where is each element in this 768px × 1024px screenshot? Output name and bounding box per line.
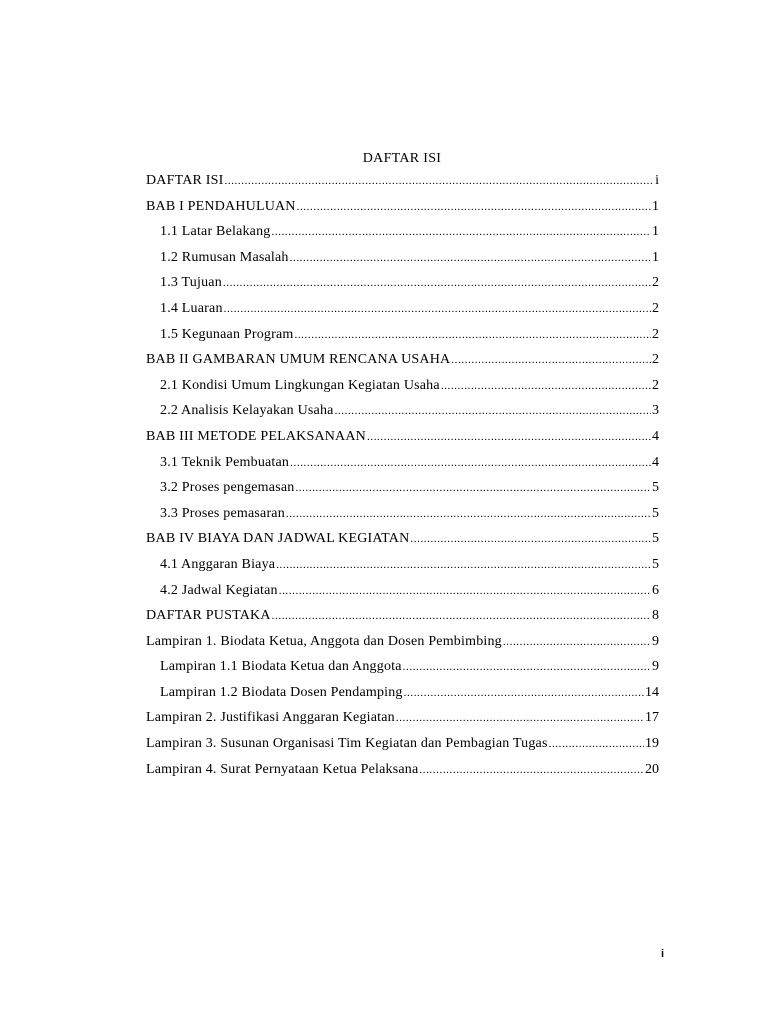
toc-entry-label: Lampiran 1.1 Biodata Ketua dan Anggota	[160, 659, 402, 675]
toc-entry[interactable]	[160, 245, 659, 271]
toc-entry-label: 1.5 Kegunaan Program	[160, 326, 294, 342]
table-of-contents	[0, 168, 768, 782]
toc-entry-page: 5	[652, 480, 659, 496]
dot-leader	[272, 604, 651, 630]
toc-entry[interactable]	[160, 450, 659, 476]
dot-leader	[290, 246, 651, 272]
toc-entry-label: 2.2 Analisis Kelayakan Usaha	[160, 403, 334, 419]
toc-entry-label: DAFTAR ISI	[146, 173, 224, 188]
toc-entry[interactable]	[160, 578, 659, 604]
toc-entry[interactable]	[146, 731, 659, 757]
dot-leader	[403, 655, 651, 681]
dot-leader	[297, 195, 651, 221]
toc-entry[interactable]	[146, 526, 659, 552]
toc-entry-page: 2	[652, 377, 659, 393]
toc-entry[interactable]	[146, 347, 659, 373]
toc-entry-label: BAB II GAMBARAN UMUM RENCANA USAHA	[146, 352, 451, 368]
toc-entry-page: 5	[652, 531, 659, 547]
toc-entry-label: 1.3 Tujuan	[160, 275, 222, 291]
dot-leader	[404, 681, 644, 707]
toc-entry[interactable]	[146, 194, 659, 220]
toc-entry-page: 9	[652, 633, 659, 649]
toc-entry-label: Lampiran 1. Biodata Ketua, Anggota dan Dosen Pembimbing	[146, 633, 502, 649]
toc-entry[interactable]	[146, 603, 659, 629]
toc-entry-page: i	[655, 173, 659, 188]
toc-entry-label: BAB I PENDAHULUAN	[146, 198, 296, 214]
toc-entry[interactable]	[160, 680, 659, 706]
toc-entry-page: 17	[645, 710, 659, 726]
toc-entry-page: 19	[645, 736, 659, 752]
toc-entry-label: BAB III METODE PELAKSANAAN	[146, 428, 366, 444]
toc-entry-page: 20	[645, 761, 659, 777]
dot-leader	[295, 476, 651, 502]
toc-entry-page: 2	[652, 275, 659, 291]
toc-entry-page: 6	[652, 582, 659, 598]
dot-leader	[503, 630, 651, 656]
toc-entry-page: 14	[645, 684, 659, 700]
toc-entry[interactable]	[160, 322, 659, 348]
dot-leader	[419, 758, 644, 784]
toc-entry-label: Lampiran 4. Surat Pernyataan Ketua Pelaksana	[146, 761, 419, 777]
toc-entry[interactable]	[160, 270, 659, 296]
toc-entry-page: 2	[652, 326, 659, 342]
toc-entry-label: 3.2 Proses pengemasan	[160, 480, 295, 496]
toc-entry-label: Lampiran 1.2 Biodata Dosen Pendamping	[160, 684, 403, 700]
toc-entry[interactable]	[146, 629, 659, 655]
dot-leader	[451, 348, 651, 374]
dot-leader	[441, 374, 651, 400]
toc-entry-label: 2.1 Kondisi Umum Lingkungan Kegiatan Usaha	[160, 377, 440, 393]
toc-entry-label: 3.1 Teknik Pembuatan	[160, 454, 290, 470]
dot-leader	[224, 297, 651, 323]
dot-leader	[294, 323, 651, 349]
toc-entry[interactable]	[160, 398, 659, 424]
toc-entry-page: 3	[652, 403, 659, 419]
toc-entry-page: 5	[652, 556, 659, 572]
dot-leader	[272, 220, 651, 246]
toc-entry-label: 3.3 Proses pemasaran	[160, 505, 285, 521]
dot-leader	[276, 553, 651, 579]
toc-entry-label: 1.2 Rumusan Masalah	[160, 249, 289, 265]
toc-entry[interactable]	[160, 501, 659, 527]
toc-entry-label: 4.1 Anggaran Biaya	[160, 556, 276, 572]
toc-entry-label: Lampiran 3. Susunan Organisasi Tim Kegiatan dan Pembagian Tugas	[146, 736, 548, 752]
toc-entry[interactable]	[160, 373, 659, 399]
toc-entry-label: 1.1 Latar Belakang	[160, 224, 271, 240]
dot-leader	[396, 706, 644, 732]
dot-leader	[549, 732, 644, 758]
toc-entry[interactable]	[160, 296, 659, 322]
dot-leader	[286, 502, 651, 528]
toc-entry-page: 1	[652, 224, 659, 240]
dot-leader	[225, 169, 655, 195]
toc-entry-page: 4	[652, 428, 659, 444]
toc-entry[interactable]	[146, 168, 659, 194]
toc-entry-page: 1	[652, 249, 659, 265]
page-title: DAFTAR ISI	[362, 151, 442, 166]
toc-entry-page: 1	[652, 198, 659, 214]
toc-entry-label: 4.2 Jadwal Kegiatan	[160, 582, 278, 598]
toc-entry-page: 2	[652, 352, 659, 368]
toc-entry[interactable]	[146, 705, 659, 731]
page-number: i	[660, 948, 664, 960]
toc-entry[interactable]	[160, 219, 659, 245]
toc-entry-label: DAFTAR PUSTAKA	[146, 608, 271, 624]
dot-leader	[367, 425, 651, 451]
dot-leader	[223, 271, 651, 297]
toc-entry[interactable]	[160, 654, 659, 680]
toc-entry-page: 2	[652, 300, 659, 316]
toc-entry-page: 9	[652, 659, 659, 675]
toc-entry[interactable]	[160, 475, 659, 501]
toc-entry-page: 8	[652, 608, 659, 624]
dot-leader	[279, 579, 651, 605]
dot-leader	[410, 527, 651, 553]
toc-entry-label: 1.4 Luaran	[160, 300, 223, 316]
dot-leader	[335, 399, 651, 425]
dot-leader	[290, 451, 651, 477]
toc-entry-label: BAB IV BIAYA DAN JADWAL KEGIATAN	[146, 531, 410, 547]
toc-entry-label: Lampiran 2. Justifikasi Anggaran Kegiatan	[146, 710, 395, 726]
toc-entry[interactable]	[160, 552, 659, 578]
toc-entry[interactable]	[146, 757, 659, 783]
toc-entry-page: 5	[652, 505, 659, 521]
toc-entry-page: 4	[652, 454, 659, 470]
toc-entry[interactable]	[146, 424, 659, 450]
